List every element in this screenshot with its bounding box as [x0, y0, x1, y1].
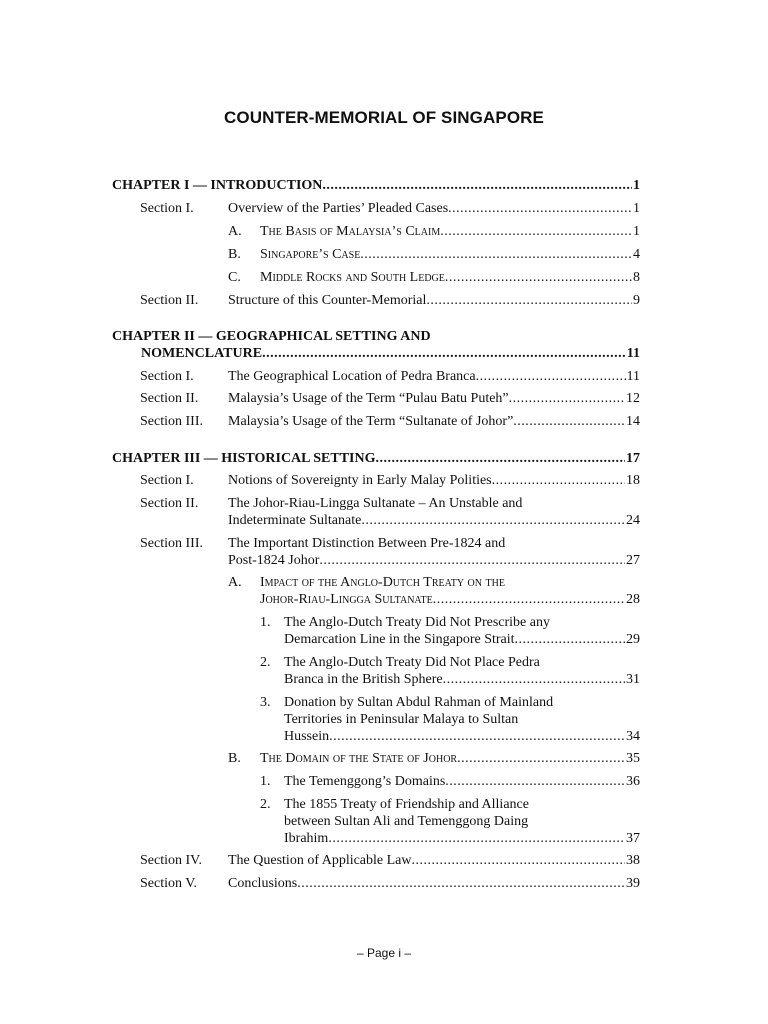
leader-dots	[433, 591, 625, 608]
section-title: Overview of the Parties’ Pleaded Cases	[228, 201, 449, 216]
item-title-line-1: Donation by Sultan Abdul Rahman of Mainland	[284, 695, 554, 710]
page-number: 11	[626, 369, 640, 384]
section-title-line-1: The Important Distinction Between Pre-1824 and	[228, 536, 506, 551]
subsection-title-line-2: Johor-Riau-Lingga Sultanate	[260, 592, 433, 607]
item-title-line-1: The 1855 Treaty of Friendship and Alliance	[284, 797, 529, 812]
item-number: 1.	[260, 615, 271, 630]
section-title-line-2: Indeterminate Sultanate	[228, 513, 362, 528]
leader-dots	[328, 830, 625, 847]
page-number: 34	[626, 729, 640, 744]
leader-dots	[322, 177, 632, 194]
page-number: 11	[626, 346, 640, 361]
page-number: 8	[633, 270, 640, 285]
section-title: Malaysia’s Usage of the Term “Sultanate of Johor”	[228, 414, 514, 429]
page-number: 17	[626, 451, 640, 466]
section-title: Conclusions	[228, 876, 298, 891]
section-title: The Geographical Location of Pedra Branca	[228, 369, 476, 384]
leader-dots	[262, 345, 626, 362]
subsection-title: Singapore’s Case	[260, 247, 361, 262]
section-label: Section I.	[140, 473, 194, 488]
page-number: 4	[633, 247, 640, 262]
page-number: 37	[626, 831, 640, 846]
toc-chapter-2	[112, 328, 640, 362]
subsection-label: A.	[228, 224, 242, 239]
toc-chapter-1	[112, 177, 640, 194]
page-number: 12	[626, 391, 640, 406]
section-label: Section V.	[140, 876, 198, 891]
section-label: Section IV.	[140, 853, 202, 868]
document-title: COUNTER-MEMORIAL OF SINGAPORE	[224, 108, 544, 127]
leader-dots	[492, 472, 625, 489]
leader-dots	[509, 390, 625, 407]
page-number: 14	[626, 414, 640, 429]
item-number: 2.	[260, 655, 271, 670]
leader-dots	[445, 773, 625, 790]
subsection-label: C.	[228, 270, 241, 285]
page-number: 38	[626, 853, 640, 868]
page-number: 1	[633, 224, 640, 239]
section-title: Notions of Sovereignty in Early Malay Polities	[228, 473, 492, 488]
chapter-title: CHAPTER I — INTRODUCTION	[112, 178, 323, 193]
subsection-label: B.	[228, 247, 241, 262]
leader-dots	[457, 750, 625, 767]
section-title: The Question of Applicable Law	[228, 853, 412, 868]
subsection-label: A.	[228, 575, 242, 590]
subsection-title: Middle Rocks and South Ledge	[260, 270, 445, 285]
item-title-line-2: Territories in Peninsular Malaya to Sultan	[284, 712, 519, 727]
item-number: 3.	[260, 695, 271, 710]
item-title: The Temenggong’s Domains	[284, 774, 446, 789]
leader-dots	[319, 552, 625, 569]
section-label: Section III.	[140, 536, 203, 551]
page-number: 35	[626, 751, 640, 766]
leader-dots	[360, 246, 632, 263]
leader-dots	[445, 269, 632, 286]
item-number: 2.	[260, 797, 271, 812]
item-title-line-3: Hussein	[284, 729, 330, 744]
page-number: 31	[626, 672, 640, 687]
subsection-label: B.	[228, 751, 241, 766]
item-title-line-3: Ibrahim	[284, 831, 329, 846]
page-number: 24	[626, 513, 640, 528]
leader-dots	[361, 512, 625, 529]
page-number: 9	[633, 293, 640, 308]
section-title: Malaysia’s Usage of the Term “Pulau Batu Puteh”	[228, 391, 509, 406]
section-title-line-1: The Johor-Riau-Lingga Sultanate – An Unstable and	[228, 496, 523, 511]
chapter-title-line-2: NOMENCLATURE	[141, 346, 263, 361]
page-number: 27	[626, 553, 640, 568]
section-label: Section I.	[140, 201, 194, 216]
item-title-line-2: Branca in the British Sphere	[284, 672, 443, 687]
leader-dots	[426, 292, 632, 309]
subsection-title-line-1: Impact of the Anglo-Dutch Treaty on the	[260, 575, 505, 590]
page-number: 18	[626, 473, 640, 488]
subsection-title: The Domain of the State of Johor	[260, 751, 458, 766]
page-number: 1	[633, 201, 640, 216]
section-label: Section I.	[140, 369, 194, 384]
item-title-line-2: Demarcation Line in the Singapore Strait	[284, 632, 515, 647]
leader-dots	[440, 223, 632, 240]
page-number: 36	[626, 774, 640, 789]
leader-dots	[476, 368, 626, 385]
section-label: Section III.	[140, 414, 203, 429]
toc-chapter-3	[112, 450, 640, 467]
page-number: 1	[633, 178, 640, 193]
leader-dots	[329, 728, 625, 745]
item-number: 1.	[260, 774, 271, 789]
leader-dots	[375, 450, 625, 467]
chapter-title: CHAPTER III — HISTORICAL SETTING	[112, 451, 376, 466]
page-number: 28	[626, 592, 640, 607]
section-title-line-2: Post-1824 Johor	[228, 553, 320, 568]
section-title: Structure of this Counter-Memorial	[228, 293, 427, 308]
section-label: Section II.	[140, 391, 199, 406]
section-label: Section II.	[140, 496, 199, 511]
leader-dots	[515, 631, 625, 648]
page-number: 29	[626, 632, 640, 647]
item-title-line-2: between Sultan Ali and Temenggong Daing	[284, 814, 529, 829]
item-title-line-1: The Anglo-Dutch Treaty Did Not Prescribe any	[284, 615, 550, 630]
chapter-title-line-1: CHAPTER II — GEOGRAPHICAL SETTING AND	[112, 329, 431, 344]
page-number: 39	[626, 876, 640, 891]
leader-dots	[412, 852, 625, 869]
leader-dots	[297, 875, 625, 892]
item-title-line-1: The Anglo-Dutch Treaty Did Not Place Pedra	[284, 655, 540, 670]
leader-dots	[448, 200, 632, 217]
section-label: Section II.	[140, 293, 199, 308]
page-footer: – Page i –	[356, 946, 412, 960]
leader-dots	[443, 671, 625, 688]
leader-dots	[513, 413, 625, 430]
subsection-title: The Basis of Malaysia’s Claim	[260, 224, 441, 239]
